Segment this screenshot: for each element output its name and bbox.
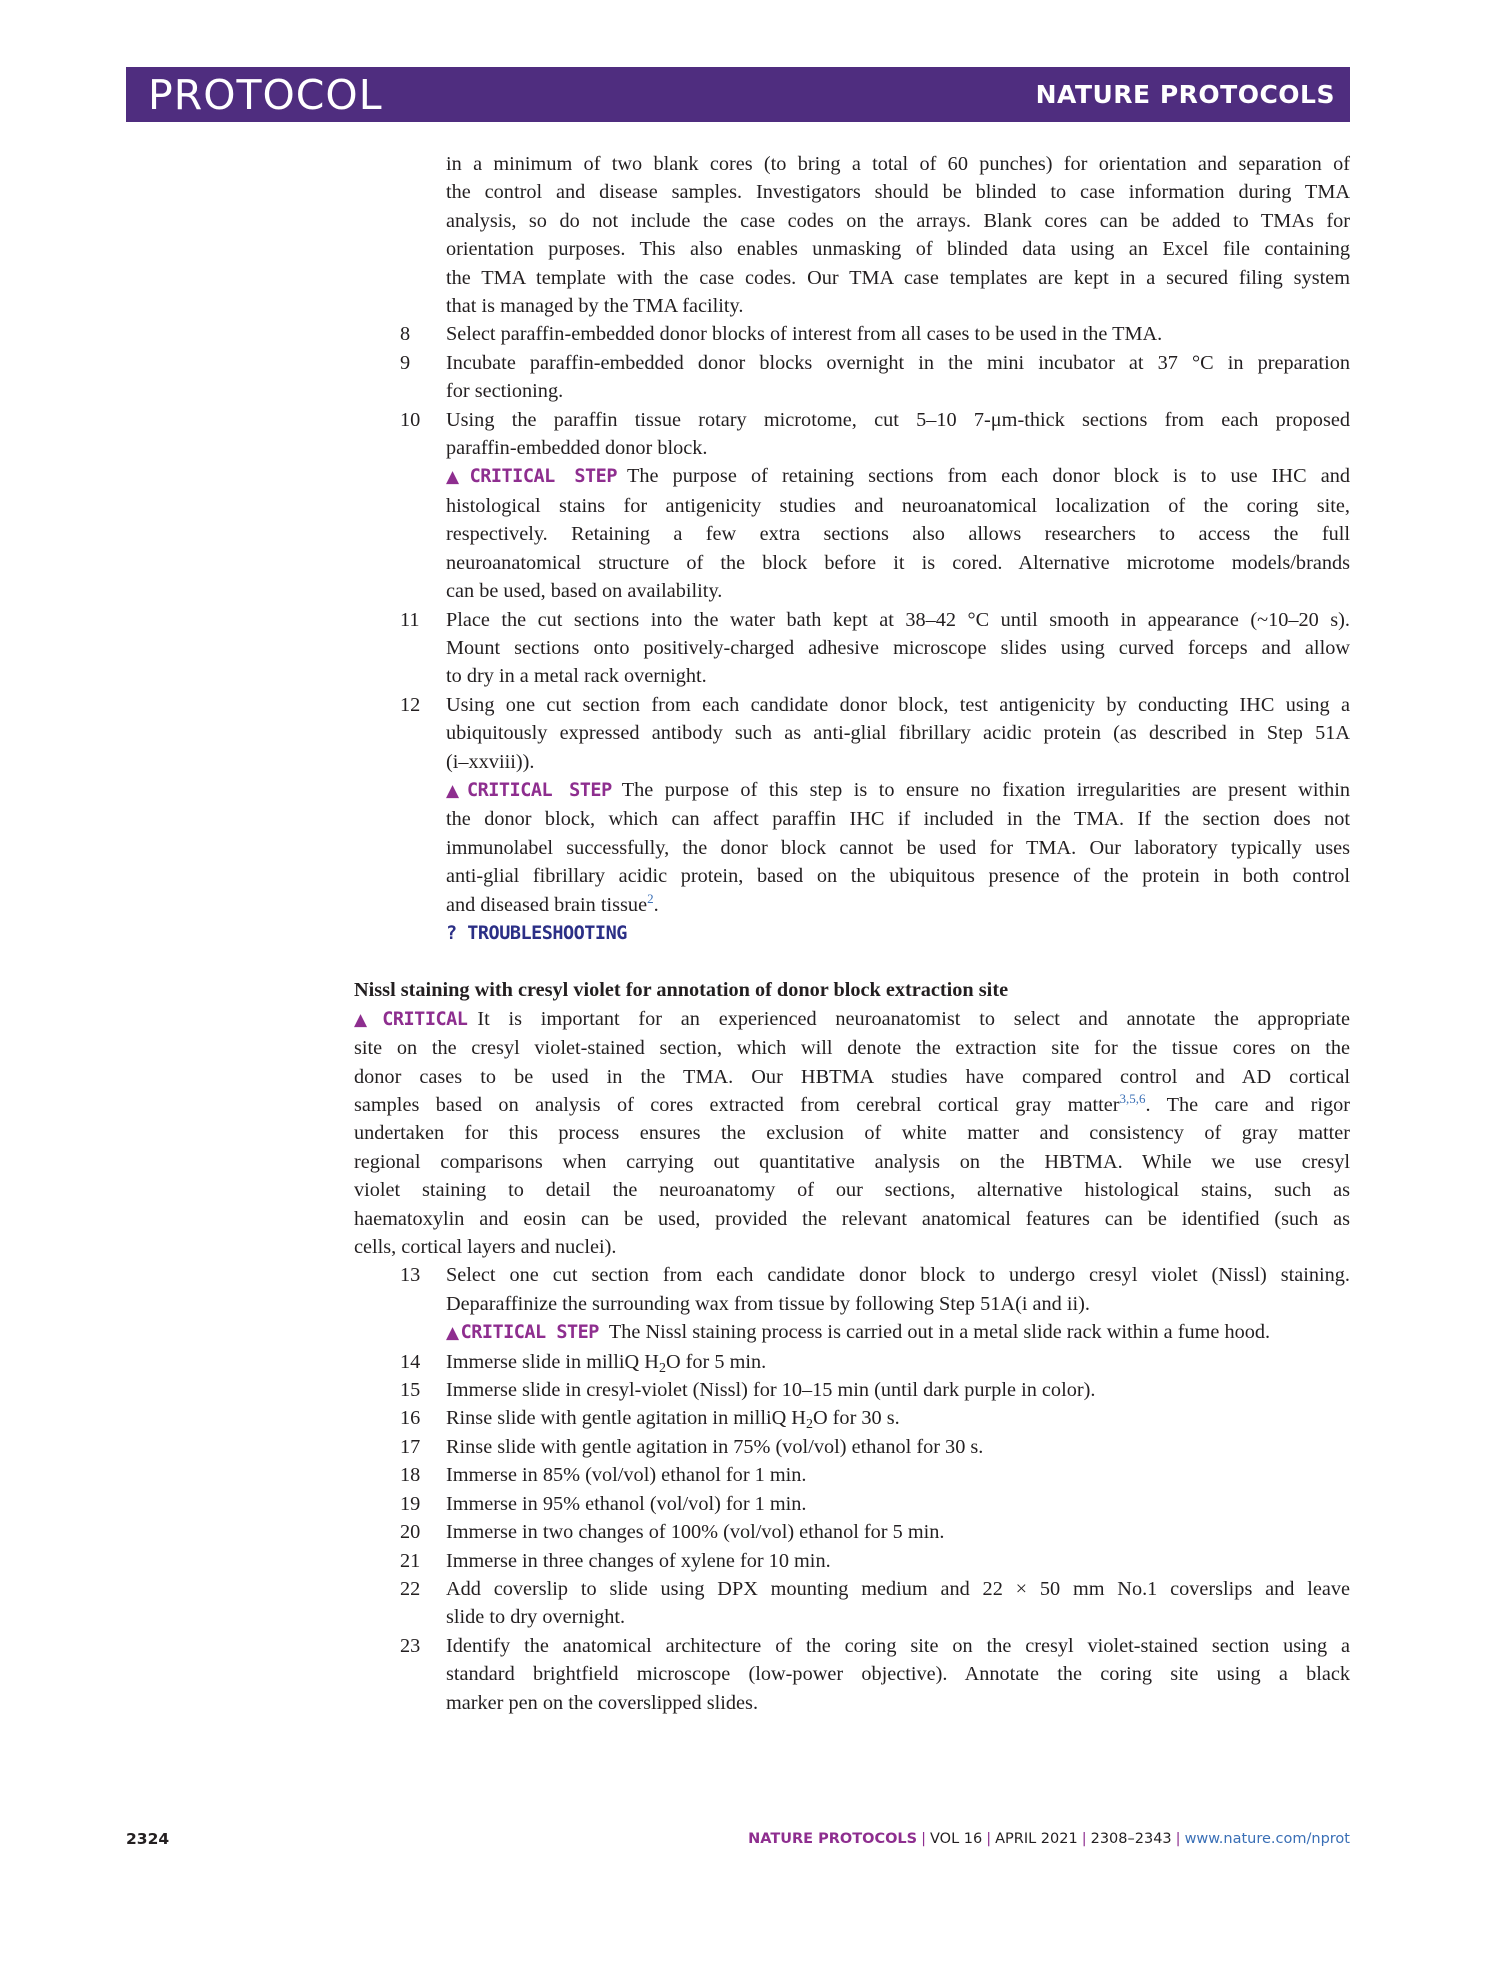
- text-line: [400, 834, 1350, 862]
- line-text: respectively. Retaining a few extra sections also allows researchers to access the full: [446, 523, 1350, 546]
- text-line: [400, 1318, 1350, 1347]
- footer-url[interactable]: www.nature.com/nprot: [1184, 1831, 1350, 1847]
- line-text: orientation purposes. This also enables unmasking of blinded data using an Excel file containing: [446, 238, 1350, 261]
- warning-triangle-icon: ▲: [446, 467, 468, 488]
- line-text: haematoxylin and eosin can be used, provided the relevant anatomical features can be identified (such as: [354, 1207, 1350, 1230]
- section-label: PROTOCOL: [148, 71, 383, 119]
- step-number: 22: [400, 1577, 421, 1600]
- line-text: anti-glial fibrillary acidic protein, based on the ubiquitous presence of the protein in both control: [446, 865, 1350, 888]
- warning-triangle-icon: ▲: [446, 780, 465, 801]
- line-text: Immerse in 85% (vol/vol) ethanol for 1 min.: [446, 1464, 807, 1487]
- reference-citation[interactable]: 3,5,6: [1119, 1091, 1146, 1106]
- text-line: [400, 1348, 1350, 1376]
- subscript: 2: [805, 1417, 813, 1433]
- step-number: 21: [400, 1549, 421, 1572]
- text-line: [400, 292, 1350, 320]
- step-number: 19: [400, 1492, 421, 1515]
- line-text: can be used, based on availability.: [446, 580, 723, 603]
- text-line: [400, 1632, 1350, 1660]
- line-text: Incubate paraffin-embedded donor blocks overnight in the mini incubator at 37 °C in preparation: [446, 351, 1350, 374]
- line-text: the TMA template with the case codes. Our TMA case templates are kept in a secured filing system: [446, 266, 1350, 289]
- page-number: 2324: [126, 1830, 170, 1848]
- line-text: Immerse in three changes of xylene for 10 min.: [446, 1549, 831, 1572]
- text-line: [354, 1119, 1350, 1147]
- footer-citation: NATURE PROTOCOLS | VOL 16 | APRIL 2021 | 2308–2343 | www.nature.com/nprot: [748, 1831, 1350, 1847]
- line-text: the control and disease samples. Investigators should be blinded to case information during TMA: [446, 181, 1350, 204]
- line-text: Identify the anatomical architecture of the coring site on the cresyl violet-stained section using a: [446, 1634, 1350, 1657]
- text-line: [400, 1376, 1350, 1404]
- line-text: Place the cut sections into the water bath kept at 38–42 °C until smooth in appearance (~10–20 s).: [446, 608, 1350, 631]
- step-number: 16: [400, 1407, 421, 1430]
- line-text: O for 30 s.: [812, 1407, 900, 1430]
- critical-step-label: [446, 780, 612, 801]
- line-text: Deparaffinize the surrounding wax from tissue by following Step 51A(i and ii).: [446, 1292, 1090, 1315]
- text-line: [400, 1290, 1350, 1318]
- text-line: [400, 1461, 1350, 1489]
- text-line: [354, 1063, 1350, 1091]
- line-text: .: [653, 893, 659, 916]
- line-text: the donor block, which can affect paraffin IHC if included in the TMA. If the section does not: [446, 808, 1350, 831]
- line-text: cells, cortical layers and nuclei).: [354, 1236, 617, 1259]
- line-text: site on the cresyl violet-stained section, which will denote the extraction site for the tissue cores on the: [354, 1037, 1350, 1060]
- line-text: samples based on analysis of cores extracted from cerebral cortical gray matter: [354, 1094, 1120, 1116]
- footer-date: APRIL 2021: [995, 1831, 1078, 1847]
- text-line: [400, 1575, 1350, 1603]
- text-line: [400, 891, 1350, 919]
- line-text: to dry in a metal rack overnight.: [446, 665, 707, 688]
- warning-triangle-icon: ▲: [354, 1009, 381, 1030]
- step-number: 17: [400, 1435, 421, 1458]
- text-line: [400, 150, 1350, 178]
- text-line: [400, 634, 1350, 662]
- text-line: [400, 1490, 1350, 1518]
- critical-step-label: [446, 466, 617, 487]
- text-line: [400, 691, 1350, 719]
- text-line: [400, 776, 1350, 805]
- text-line: [400, 805, 1350, 833]
- line-text: regional comparisons when carrying out quantitative analysis on the HBTMA. While we use cresyl: [354, 1150, 1350, 1173]
- text-line: [354, 1005, 1350, 1034]
- step-number: 18: [400, 1464, 421, 1487]
- line-text: standard brightfield microscope (low-power objective). Annotate the coring site using a black: [446, 1663, 1350, 1686]
- step-number: 9: [400, 351, 411, 374]
- line-text: The purpose of this step is to ensure no fixation irregularities are present within: [621, 778, 1351, 801]
- step-number: 8: [400, 323, 411, 346]
- section-heading: [354, 976, 1350, 1004]
- line-text: slide to dry overnight.: [446, 1606, 626, 1629]
- line-text: and diseased brain tissue: [446, 893, 648, 916]
- line-text: Mount sections onto positively-charged adhesive microscope slides using curved forceps and allow: [446, 636, 1350, 659]
- text-line: [400, 1518, 1350, 1546]
- line-text: Select paraffin-embedded donor blocks of interest from all cases to be used in the TMA.: [446, 323, 1163, 346]
- line-text: Nissl staining with cresyl violet for annotation of donor block extraction site: [354, 979, 1009, 1002]
- step-number: 15: [400, 1379, 421, 1402]
- step-number: 10: [400, 408, 421, 431]
- text-line: [354, 1091, 1350, 1119]
- troubleshooting-link[interactable]: [400, 919, 1350, 948]
- text-line: [400, 1547, 1350, 1575]
- line-text: Immerse in 95% ethanol (vol/vol) for 1 min.: [446, 1492, 807, 1515]
- journal-name: NATURE PROTOCOLS: [1035, 80, 1335, 109]
- line-text: histological stains for antigenicity studies and neuroanatomical localization of the coring site,: [446, 494, 1350, 517]
- line-text: donor cases to be used in the TMA. Our HBTMA studies have compared control and AD cortical: [354, 1065, 1350, 1088]
- critical-label-text: CRITICAL: [382, 1008, 468, 1030]
- subscript: 2: [658, 1360, 666, 1376]
- text-line: [400, 320, 1350, 348]
- line-text: O for 5 min.: [665, 1350, 767, 1373]
- warning-triangle-icon: ▲: [446, 1323, 459, 1344]
- line-text: It is important for an experienced neuroanatomist to select and annotate the appropriate: [477, 1007, 1351, 1030]
- line-text: Immerse slide in cresyl-violet (Nissl) for 10–15 min (until dark purple in color).: [446, 1379, 1096, 1402]
- line-text: Add coverslip to slide using DPX mounting medium and 22 × 50 mm No.1 coverslips and leave: [446, 1577, 1350, 1600]
- text-line: [400, 520, 1350, 548]
- step-number: 13: [400, 1264, 421, 1287]
- line-text: Select one cut section from each candidate donor block to undergo cresyl violet (Nissl) staining.: [446, 1264, 1350, 1287]
- footer-volume: VOL 16: [930, 1831, 983, 1847]
- critical-label-text: CRITICAL STEP: [467, 779, 612, 801]
- running-header: [126, 67, 1350, 122]
- text-line: [400, 1261, 1350, 1289]
- reference-citation[interactable]: 2: [647, 890, 654, 906]
- text-line: [400, 748, 1350, 776]
- text-line: [400, 235, 1350, 263]
- line-text: for sectioning.: [446, 380, 564, 403]
- line-text: (i–xxviii)).: [446, 750, 535, 773]
- text-line: [400, 264, 1350, 292]
- text-line: [400, 207, 1350, 235]
- text-line: [354, 1176, 1350, 1204]
- step-number: 20: [400, 1521, 421, 1544]
- critical-step-label: [354, 1009, 467, 1030]
- line-text: The purpose of retaining sections from each donor block is to use IHC and: [626, 465, 1351, 488]
- line-text: Rinse slide with gentle agitation in 75% (vol/vol) ethanol for 30 s.: [446, 1435, 984, 1458]
- line-text: marker pen on the coverslipped slides.: [446, 1691, 759, 1714]
- text-line: [400, 1660, 1350, 1688]
- line-text: ubiquitously expressed antibody such as anti-glial fibrillary acidic protein (as described in Step 51A: [446, 722, 1350, 745]
- text-line: [354, 1205, 1350, 1233]
- step-number: 12: [400, 693, 421, 716]
- text-line: [400, 549, 1350, 577]
- text-line: [400, 1603, 1350, 1631]
- text-line: [400, 1689, 1350, 1717]
- text-line: [400, 377, 1350, 405]
- line-text: Immerse in two changes of 100% (vol/vol) ethanol for 5 min.: [446, 1521, 945, 1544]
- text-line: [354, 1148, 1350, 1176]
- text-line: [400, 178, 1350, 206]
- line-text: Using the paraffin tissue rotary microtome, cut 5–10 7-μm-thick sections from each proposed: [446, 408, 1350, 431]
- text-line: [400, 462, 1350, 491]
- line-text: in a minimum of two blank cores (to bring a total of 60 punches) for orientation and separation of: [446, 153, 1350, 175]
- critical-label-text: CRITICAL STEP: [460, 1322, 599, 1344]
- text-line: [354, 1233, 1350, 1261]
- text-line: [400, 662, 1350, 690]
- article-body: [354, 150, 1351, 1717]
- text-line: [400, 349, 1350, 377]
- text-line: [400, 719, 1350, 747]
- footer-journal: NATURE PROTOCOLS: [748, 1831, 918, 1847]
- text-line: [400, 606, 1350, 634]
- critical-step-label: [446, 1322, 599, 1343]
- line-text: paraffin-embedded donor block.: [446, 437, 708, 460]
- line-text: violet staining to detail the neuroanatomy of our sections, alternative histological stains, such as: [354, 1179, 1350, 1202]
- line-text: ? TROUBLESHOOTING: [446, 922, 627, 944]
- line-text: that is managed by the TMA facility.: [446, 295, 744, 318]
- line-text: undertaken for this process ensures the exclusion of white matter and consistency of gray matter: [354, 1122, 1350, 1145]
- footer-pages: 2308–2343: [1090, 1831, 1172, 1847]
- line-text: neuroanatomical structure of the block before it is cored. Alternative microtome models/brands: [446, 551, 1350, 574]
- line-text: Using one cut section from each candidate donor block, test antigenicity by conducting IHC using a: [446, 693, 1350, 716]
- text-line: [400, 1433, 1350, 1461]
- line-text: . The care and rigor: [1145, 1094, 1350, 1116]
- text-line: [400, 434, 1350, 462]
- line-text: analysis, so do not include the case codes on the arrays. Blank cores can be added to TMAs for: [446, 209, 1350, 232]
- critical-label-text: CRITICAL STEP: [469, 466, 617, 488]
- line-text: The Nissl staining process is carried out in a metal slide rack within a fume hood.: [608, 1321, 1271, 1344]
- line-text: Rinse slide with gentle agitation in milliQ H: [446, 1407, 806, 1430]
- step-number: 11: [400, 608, 420, 631]
- text-line: [400, 577, 1350, 605]
- line-text: Immerse slide in milliQ H: [446, 1350, 659, 1373]
- text-line: [400, 862, 1350, 890]
- text-line: [354, 1034, 1350, 1062]
- text-line: [400, 1404, 1350, 1432]
- text-line: [400, 492, 1350, 520]
- step-number: 23: [400, 1634, 421, 1657]
- text-line: [400, 406, 1350, 434]
- line-text: immunolabel successfully, the donor block cannot be used for TMA. Our laboratory typically uses: [446, 836, 1350, 859]
- step-number: 14: [400, 1350, 421, 1373]
